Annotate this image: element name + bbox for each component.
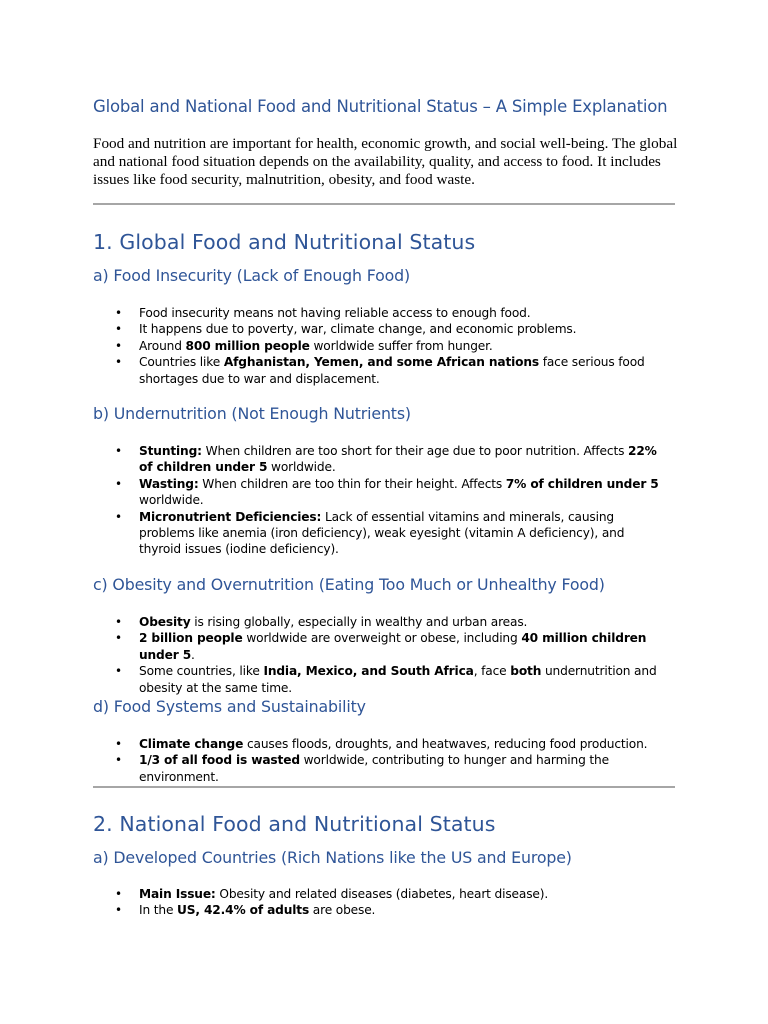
bold-text: Climate change bbox=[139, 737, 244, 751]
text-run: . bbox=[191, 647, 195, 662]
text-run: When children are too thin for their height. Affects bbox=[198, 476, 506, 491]
text-run: worldwide are overweight or obese, including bbox=[242, 631, 522, 646]
list-item bbox=[93, 886, 668, 902]
list-item bbox=[93, 443, 668, 476]
bold-text: 22% of children under 5 bbox=[139, 444, 657, 475]
text-run: is rising globally, especially in wealthy and urban areas. bbox=[190, 615, 528, 629]
text-run: Lack of essential vitamins and minerals, causing problems like anemia (iron deficiency), weak eyesight (vitamin A deficiency), and thyroid issues (iodine deficiency). bbox=[139, 509, 625, 557]
bullet-icon: • bbox=[115, 444, 122, 458]
bullet-icon: • bbox=[115, 322, 122, 337]
bullet-list-developed-countries bbox=[93, 886, 668, 919]
bold-text: 7% of children under 5 bbox=[505, 476, 659, 491]
list-item bbox=[93, 321, 668, 337]
bold-text: Afghanistan, Yemen, and some African nations bbox=[223, 355, 539, 370]
bullet-icon: • bbox=[115, 887, 122, 901]
list-item bbox=[93, 338, 668, 354]
text-run: When children are too short for their age due to poor nutrition. Affects bbox=[201, 444, 629, 458]
list-item bbox=[93, 476, 668, 509]
bold-text: 2 billion people bbox=[139, 631, 243, 646]
bullet-icon: • bbox=[115, 631, 122, 646]
bold-text: Obesity bbox=[139, 615, 191, 629]
bullet-icon: • bbox=[115, 306, 122, 320]
list-item bbox=[93, 736, 668, 752]
list-item bbox=[93, 630, 668, 663]
bullet-list-obesity bbox=[93, 614, 668, 696]
text-run: causes floods, droughts, and heatwaves, reducing food production. bbox=[243, 737, 648, 751]
bold-text: Wasting: bbox=[139, 476, 199, 491]
text-run: Food insecurity means not having reliable access to enough food. bbox=[139, 306, 531, 320]
text-run: are obese. bbox=[309, 903, 376, 918]
bold-text: US, 42.4% of adults bbox=[177, 903, 310, 918]
list-item bbox=[93, 663, 668, 696]
subsection-heading-food-systems: d) Food Systems and Sustainability bbox=[93, 697, 366, 716]
bold-text: India, Mexico, and South Africa bbox=[263, 664, 474, 679]
bold-text: Stunting: bbox=[139, 444, 202, 458]
list-item bbox=[93, 902, 668, 918]
bullet-icon: • bbox=[115, 903, 122, 918]
list-item bbox=[93, 305, 668, 321]
text-run: worldwide suffer from hunger. bbox=[309, 338, 493, 353]
bullet-list-undernutrition bbox=[93, 443, 668, 558]
text-run: Countries like bbox=[139, 355, 224, 370]
text-run: Some countries, like bbox=[139, 664, 264, 679]
bullet-icon: • bbox=[115, 355, 122, 370]
list-item bbox=[93, 752, 668, 785]
bold-text: both bbox=[510, 664, 542, 679]
bullet-list-food-insecurity bbox=[93, 305, 668, 387]
text-run: In the bbox=[139, 903, 178, 918]
text-run: face serious food shortages due to war and displacement. bbox=[139, 355, 645, 386]
intro-paragraph: Food and nutrition are important for health, economic growth, and social well-being. The global and national food situation depends on the availability, quality, and access to food. It includes issues like food security, malnutrition, obesity, and food waste. bbox=[93, 135, 678, 189]
list-item bbox=[93, 509, 668, 558]
document-title: Global and National Food and Nutritional Status – A Simple Explanation bbox=[93, 97, 668, 116]
section-heading-global: 1. Global Food and Nutritional Status bbox=[93, 230, 476, 254]
bullet-icon: • bbox=[115, 476, 122, 491]
text-run: worldwide. bbox=[139, 493, 204, 508]
subsection-heading-obesity: c) Obesity and Overnutrition (Eating Too Much or Unhealthy Food) bbox=[93, 575, 605, 594]
bullet-icon: • bbox=[115, 509, 122, 524]
bold-text: Main Issue: bbox=[139, 887, 216, 901]
subsection-heading-food-insecurity: a) Food Insecurity (Lack of Enough Food) bbox=[93, 266, 411, 285]
bold-text: 1/3 of all food is wasted bbox=[139, 753, 300, 768]
list-item bbox=[93, 354, 668, 387]
bullet-icon: • bbox=[115, 615, 122, 629]
text-run: Around bbox=[139, 338, 186, 353]
horizontal-rule bbox=[93, 203, 675, 205]
bold-text: Micronutrient Deficiencies: bbox=[139, 509, 322, 524]
text-run: undernutrition and obesity at the same time. bbox=[139, 664, 657, 695]
list-item bbox=[93, 614, 668, 630]
horizontal-rule bbox=[93, 786, 675, 788]
bullet-icon: • bbox=[115, 338, 122, 353]
bullet-icon: • bbox=[115, 737, 122, 751]
text-run: worldwide, contributing to hunger and harming the environment. bbox=[139, 753, 609, 784]
subsection-heading-undernutrition: b) Undernutrition (Not Enough Nutrients) bbox=[93, 404, 411, 423]
subsection-heading-developed-countries: a) Developed Countries (Rich Nations like the US and Europe) bbox=[93, 848, 572, 867]
bold-text: 40 million children under 5 bbox=[139, 631, 647, 662]
bullet-list-food-systems bbox=[93, 736, 668, 785]
text-run: , face bbox=[473, 664, 511, 679]
bullet-icon: • bbox=[115, 664, 122, 679]
text-run: Obesity and related diseases (diabetes, heart disease). bbox=[215, 887, 549, 901]
text-run: It happens due to poverty, war, climate change, and economic problems. bbox=[139, 322, 577, 337]
text-run: worldwide. bbox=[267, 460, 336, 475]
bold-text: 800 million people bbox=[185, 338, 310, 353]
bullet-icon: • bbox=[115, 753, 122, 768]
section-heading-national: 2. National Food and Nutritional Status bbox=[93, 812, 496, 836]
